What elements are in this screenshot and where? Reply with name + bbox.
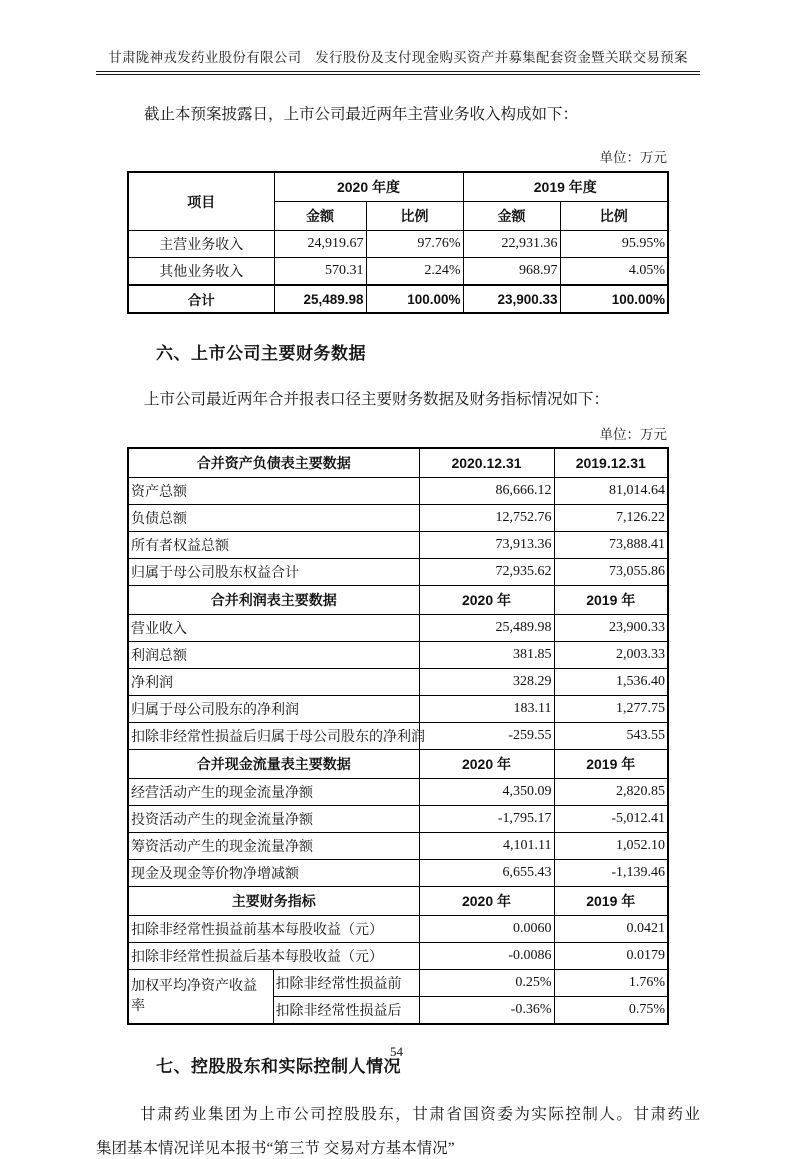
value-2020-cell: -0.36% (419, 997, 554, 1025)
row-label-cell: 负债总额 (128, 505, 419, 532)
table-row (128, 806, 668, 833)
value-2019-cell: 7,126.22 (554, 505, 668, 532)
row-label-cell: 营业收入 (128, 615, 419, 642)
table-row (128, 505, 668, 532)
ratio-2019-cell: 100.00% (560, 285, 668, 313)
value-2019-cell: 543.55 (554, 723, 668, 750)
table-row (128, 696, 668, 723)
row-label-cell: 扣除非经常性损益前基本每股收益（元） (128, 916, 419, 943)
revenue-header-row-years (128, 172, 668, 202)
value-2020-cell: 328.29 (419, 669, 554, 696)
value-2020-cell: 73,913.36 (419, 532, 554, 559)
row-label-cell: 归属于母公司股东权益合计 (128, 559, 419, 586)
col-header-2020: 2020 年 (419, 887, 554, 916)
amount-2019-cell: 968.97 (463, 258, 560, 286)
value-2019-cell: 1,052.10 (554, 833, 668, 860)
amount-2020-cell: 570.31 (274, 258, 366, 286)
row-label-cell: 筹资活动产生的现金流量净额 (128, 833, 419, 860)
row-label-cell: 现金及现金等价物净增减额 (128, 860, 419, 887)
amount-2019-cell: 22,931.36 (463, 231, 560, 258)
table-row (128, 723, 668, 750)
section-heading-financial-data: 六、上市公司主要财务数据 (156, 344, 366, 363)
col-header-2020: 2020 年 (419, 586, 554, 615)
unit-label-revenue: 单位：万元 (599, 150, 667, 165)
row-label-cell: 所有者权益总额 (128, 532, 419, 559)
value-2020-cell: 72,935.62 (419, 559, 554, 586)
table-row (128, 669, 668, 696)
ratio-2019-cell: 95.95% (560, 231, 668, 258)
value-2019-cell: 0.0421 (554, 916, 668, 943)
ratio-2020-cell: 2.24% (366, 258, 463, 286)
value-2019-cell: 0.0179 (554, 943, 668, 970)
col-header-amount-2019: 金额 (463, 202, 560, 231)
value-2020-cell: -1,795.17 (419, 806, 554, 833)
table-section-row (128, 586, 668, 615)
row-label-cell: 其他业务收入 (128, 258, 274, 286)
section7-paragraph-line1: 甘肃药业集团为上市公司控股股东，甘肃省国资委为实际控制人。甘肃药业 (140, 1106, 700, 1123)
value-2019-cell: 23,900.33 (554, 615, 668, 642)
total-row (128, 285, 668, 313)
col-header-2019: 2019.12.31 (554, 448, 668, 478)
ratio-2019-cell: 4.05% (560, 258, 668, 286)
value-2020-cell: 0.25% (419, 970, 554, 997)
value-2020-cell: -259.55 (419, 723, 554, 750)
unit-label-financial: 单位：万元 (599, 427, 667, 442)
value-2019-cell: 1,536.40 (554, 669, 668, 696)
value-2020-cell: 12,752.76 (419, 505, 554, 532)
col-header-2020: 2020 年 (419, 750, 554, 779)
row-label-cell: 投资活动产生的现金流量净额 (128, 806, 419, 833)
value-2020-cell: 25,489.98 (419, 615, 554, 642)
value-2019-cell: 2,003.33 (554, 642, 668, 669)
section-header-cell: 主要财务指标 (128, 887, 419, 916)
table-section-row (128, 887, 668, 916)
financial-data-table (127, 447, 669, 1025)
table-row (128, 231, 668, 258)
row-label-cell: 利润总额 (128, 642, 419, 669)
page-number: 54 (390, 1044, 403, 1059)
table-row (128, 943, 668, 970)
col-header-ratio-2019: 比例 (560, 202, 668, 231)
value-2020-cell: 86,666.12 (419, 478, 554, 505)
ratio-2020-cell: 97.76% (366, 231, 463, 258)
row-label-cell: 资产总额 (128, 478, 419, 505)
row-label-cell: 净利润 (128, 669, 419, 696)
col-header-amount-2020: 金额 (274, 202, 366, 231)
table-row (128, 916, 668, 943)
section-heading-controlling-shareholder: 七、控股股东和实际控制人情况 (156, 1057, 401, 1076)
value-2019-cell: 0.75% (554, 997, 668, 1025)
value-2019-cell: 2,820.85 (554, 779, 668, 806)
roe-group-label-cell: 加权平均净资产收益率 (128, 970, 273, 1025)
amount-2019-cell: 23,900.33 (463, 285, 560, 313)
row-label-cell: 经营活动产生的现金流量净额 (128, 779, 419, 806)
value-2020-cell: 4,101.11 (419, 833, 554, 860)
table-row (128, 970, 668, 997)
table-row (128, 833, 668, 860)
col-header-item: 项目 (128, 172, 274, 231)
roe-sub-label-cell: 扣除非经常性损益前 (273, 970, 419, 997)
table-section-row (128, 448, 668, 478)
table-row (128, 532, 668, 559)
table-row (128, 642, 668, 669)
col-header-2020: 2020.12.31 (419, 448, 554, 478)
header-rule (96, 71, 700, 75)
table-row (128, 258, 668, 286)
section6-paragraph: 上市公司最近两年合并报表口径主要财务数据及财务指标情况如下： (144, 391, 610, 408)
col-header-2020: 2020 年度 (274, 172, 463, 202)
table-row (128, 559, 668, 586)
amount-2020-cell: 25,489.98 (274, 285, 366, 313)
section7-paragraph (96, 1104, 700, 1159)
value-2019-cell: 1,277.75 (554, 696, 668, 723)
section-header-cell: 合并现金流量表主要数据 (128, 750, 419, 779)
value-2020-cell: 4,350.09 (419, 779, 554, 806)
header-title: 甘肃陇神戎发药业股份有限公司 发行股份及支付现金购买资产并募集配套资金暨关联交易预案 (108, 50, 688, 65)
value-2019-cell: 73,888.41 (554, 532, 668, 559)
value-2020-cell: -0.0086 (419, 943, 554, 970)
value-2020-cell: 6,655.43 (419, 860, 554, 887)
section-header-cell: 合并利润表主要数据 (128, 586, 419, 615)
value-2020-cell: 381.85 (419, 642, 554, 669)
section-header-cell: 合并资产负债表主要数据 (128, 448, 419, 478)
row-label-cell: 扣除非经常性损益后归属于母公司股东的净利润 (128, 723, 419, 750)
intro-paragraph: 截止本预案披露日，上市公司最近两年主营业务收入构成如下： (144, 106, 579, 123)
row-label-cell: 归属于母公司股东的净利润 (128, 696, 419, 723)
total-label-cell: 合计 (128, 285, 274, 313)
col-header-2019: 2019 年度 (463, 172, 668, 202)
value-2020-cell: 0.0060 (419, 916, 554, 943)
row-label-cell: 扣除非经常性损益后基本每股收益（元） (128, 943, 419, 970)
table-row (128, 860, 668, 887)
value-2019-cell: 73,055.86 (554, 559, 668, 586)
value-2019-cell: 1.76% (554, 970, 668, 997)
col-header-2019: 2019 年 (554, 750, 668, 779)
section7-paragraph-line2: 集团基本情况详见本报书“第三节 交易对方基本情况” (96, 1140, 455, 1157)
col-header-ratio-2020: 比例 (366, 202, 463, 231)
col-header-2019: 2019 年 (554, 586, 668, 615)
amount-2020-cell: 24,919.67 (274, 231, 366, 258)
value-2019-cell: 81,014.64 (554, 478, 668, 505)
row-label-cell: 主营业务收入 (128, 231, 274, 258)
value-2019-cell: -1,139.46 (554, 860, 668, 887)
value-2019-cell: -5,012.41 (554, 806, 668, 833)
value-2020-cell: 183.11 (419, 696, 554, 723)
roe-sub-label-cell: 扣除非经常性损益后 (273, 997, 419, 1025)
table-row (128, 478, 668, 505)
table-row (128, 615, 668, 642)
page-header (96, 46, 700, 75)
table-section-row (128, 750, 668, 779)
table-row (128, 779, 668, 806)
ratio-2020-cell: 100.00% (366, 285, 463, 313)
col-header-2019: 2019 年 (554, 887, 668, 916)
revenue-table (127, 171, 669, 314)
